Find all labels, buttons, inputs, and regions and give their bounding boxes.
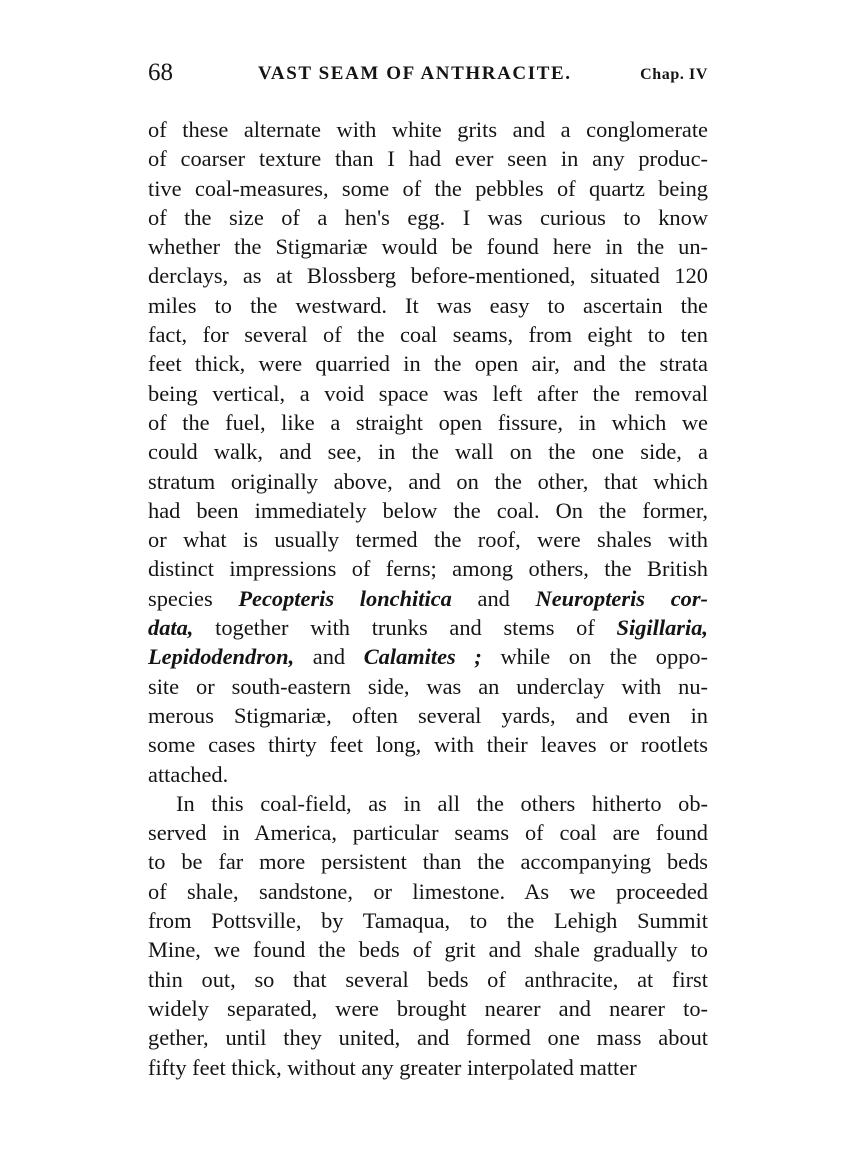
italic-term: Calamites ; bbox=[363, 644, 482, 670]
text-line bbox=[148, 232, 708, 261]
text-line bbox=[148, 935, 708, 964]
text-segment: of the size of a hen's egg. I was curious to know bbox=[148, 204, 708, 230]
text-line bbox=[148, 994, 708, 1023]
text-line bbox=[148, 642, 708, 671]
text-line bbox=[148, 906, 708, 935]
text-line bbox=[148, 379, 708, 408]
text-segment: attached. bbox=[148, 761, 229, 787]
text-segment: gether, until they united, and formed one mass about bbox=[148, 1025, 708, 1051]
text-segment: derclays, as at Blossberg before-mentioned, situated 120 bbox=[148, 263, 708, 289]
book-page bbox=[148, 58, 708, 1082]
text-line bbox=[148, 174, 708, 203]
text-line bbox=[148, 203, 708, 232]
text-segment: served in America, particular seams of coal are found bbox=[148, 820, 708, 846]
text-segment: some cases thirty feet long, with their leaves or rootlets bbox=[148, 732, 708, 758]
text-segment: In this coal-field, as in all the others hitherto ob- bbox=[176, 790, 708, 816]
text-segment: could walk, and see, in the wall on the one side, a bbox=[148, 439, 708, 465]
text-segment: fifty feet thick, without any greater interpolated matter bbox=[148, 1054, 637, 1080]
text-segment: tive coal-measures, some of the pebbles of quartz being bbox=[148, 175, 708, 201]
text-line bbox=[148, 115, 708, 144]
running-title: VAST SEAM OF ANTHRACITE. bbox=[258, 63, 572, 84]
text-segment: from Pottsville, by Tamaqua, to the Lehigh Summit bbox=[148, 908, 708, 934]
text-segment: or what is usually termed the roof, were shales with bbox=[148, 527, 708, 553]
italic-term: Neuropteris cor- bbox=[535, 585, 709, 611]
text-line bbox=[148, 760, 708, 789]
text-line bbox=[148, 730, 708, 759]
text-line bbox=[148, 672, 708, 701]
text-line bbox=[148, 584, 708, 613]
text-segment: distinct impressions of ferns; among others, the British bbox=[148, 556, 708, 582]
text-line bbox=[148, 525, 708, 554]
text-segment: of these alternate with white grits and a conglomerate bbox=[148, 117, 708, 142]
chapter-mark: Chap. IV bbox=[640, 66, 708, 83]
text-segment: miles to the westward. It was easy to ascertain the bbox=[148, 292, 708, 318]
text-segment: site or south-eastern side, was an underclay with nu- bbox=[148, 673, 708, 699]
page-number: 68 bbox=[148, 59, 173, 86]
text-line bbox=[148, 1023, 708, 1052]
text-line bbox=[148, 554, 708, 583]
italic-term: Lepidodendron, bbox=[148, 644, 295, 670]
text-line bbox=[148, 965, 708, 994]
text-segment: widely separated, were brought nearer and nearer to- bbox=[148, 995, 708, 1021]
text-line bbox=[148, 847, 708, 876]
text-segment: while on the oppo- bbox=[481, 644, 708, 670]
text-line bbox=[148, 1053, 708, 1082]
text-segment: stratum originally above, and on the other, that which bbox=[148, 468, 708, 494]
text-segment: Mine, we found the beds of grit and shale gradually to bbox=[148, 937, 708, 963]
text-line bbox=[148, 408, 708, 437]
text-line bbox=[148, 437, 708, 466]
italic-term: Sigillaria, bbox=[616, 615, 708, 641]
text-line bbox=[148, 144, 708, 173]
text-segment: thin out, so that several beds of anthracite, at first bbox=[148, 966, 708, 992]
text-segment: fact, for several of the coal seams, from eight to ten bbox=[148, 322, 708, 348]
text-line bbox=[148, 789, 708, 818]
text-line bbox=[148, 818, 708, 847]
body-text bbox=[148, 115, 708, 1082]
text-line bbox=[148, 291, 708, 320]
text-segment: feet thick, were quarried in the open air, and the strata bbox=[148, 351, 708, 377]
text-line bbox=[148, 320, 708, 349]
text-segment: merous Stigmariæ, often several yards, and even in bbox=[148, 702, 708, 728]
text-line bbox=[148, 701, 708, 730]
text-line bbox=[148, 349, 708, 378]
italic-term: data, bbox=[148, 615, 194, 641]
text-segment: to be far more persistent than the accompanying beds bbox=[148, 849, 708, 875]
text-segment: species bbox=[148, 585, 239, 611]
text-line bbox=[148, 877, 708, 906]
text-segment: of the fuel, like a straight open fissure, in which we bbox=[148, 409, 708, 435]
italic-term: Pecopteris lonchitica bbox=[238, 585, 452, 611]
text-segment: of shale, sandstone, or limestone. As we proceeded bbox=[148, 878, 708, 904]
text-line bbox=[148, 261, 708, 290]
text-segment: had been immediately below the coal. On the former, bbox=[148, 497, 708, 523]
running-head bbox=[148, 58, 708, 98]
text-segment: of coarser texture than I had ever seen in any produc- bbox=[148, 146, 708, 172]
text-line bbox=[148, 496, 708, 525]
text-segment: together with trunks and stems of bbox=[193, 615, 617, 641]
text-segment: being vertical, a void space was left after the removal bbox=[148, 380, 708, 406]
text-line bbox=[148, 613, 708, 642]
text-segment: and bbox=[451, 585, 536, 611]
text-segment: and bbox=[294, 644, 364, 670]
text-line bbox=[148, 467, 708, 496]
text-segment: whether the Stigmariæ would be found here in the un- bbox=[148, 234, 708, 260]
